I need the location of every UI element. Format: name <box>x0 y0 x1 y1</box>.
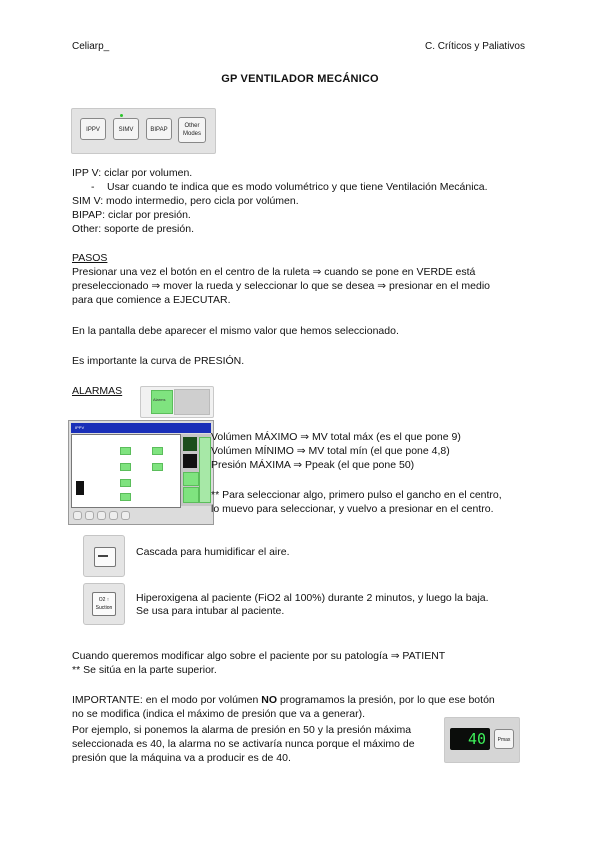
screen-title-bar <box>71 423 211 433</box>
importante-line-3: Por ejemplo, si ponemos la alarma de presión en 50 y la presión máxima <box>72 724 412 736</box>
alarms-panel-label: Alarms <box>153 397 166 402</box>
alarm-note-1: ** Para seleccionar algo, primero pulso el gancho en el centro, <box>211 489 502 501</box>
curve-note: Es importante la curva de PRESIÓN. <box>72 355 245 367</box>
screen-note: En la pantalla debe aparecer el mismo valor que hemos seleccionado. <box>72 325 399 337</box>
page-title: GP VENTILADOR MECÁNICO <box>221 73 379 85</box>
pmax-display-image <box>444 717 520 763</box>
pasos-line-2: preseleccionado ⇒ mover la rueda y seleccionar lo que se desea ⇒ presionar en el medio <box>72 280 490 292</box>
patient-line-2: ** Se sitúa en la parte superior. <box>72 664 217 676</box>
cascade-text: Cascada para humidificar el aire. <box>136 546 290 558</box>
other-modes-button: Other Modes <box>178 117 206 143</box>
alarms-panel-image <box>140 386 214 418</box>
simv-led <box>120 114 123 117</box>
mode-buttons-panel <box>71 108 216 154</box>
ippv-button: IPPV <box>80 118 106 140</box>
ippv-text: IPP V: ciclar por volumen. <box>72 167 193 179</box>
simv-text: SIM V: modo intermedio, pero cicla por volúmen. <box>72 195 299 207</box>
bullet-dash: - <box>91 181 95 193</box>
importante-line-2: no se modifica (indica el máximo de presión que va a generar). <box>72 708 365 720</box>
o2-suction-icon: O2 ↑ Suction <box>83 583 125 625</box>
other-text: Other: soporte de presión. <box>72 223 194 235</box>
patient-line-1: Cuando queremos modificar algo sobre el paciente por su patología ⇒ PATIENT <box>72 650 446 662</box>
alarms-panel-button <box>174 389 210 415</box>
ventilator-screen-image <box>68 420 214 525</box>
o2-text-1: Hiperoxigena al paciente (FiO2 al 100%) durante 2 minutos, y luego la baja. <box>136 592 489 604</box>
pmax-button: Pmax <box>494 729 514 749</box>
o2-text-2: Se usa para intubar al paciente. <box>136 605 285 617</box>
pres-max-text: Presión MÁXIMA ⇒ Ppeak (el que pone 50) <box>211 459 415 471</box>
header-left: Celiarp_ <box>72 41 110 52</box>
vol-max-text: Volúmen MÁXIMO ⇒ MV total máx (es el que pone 9) <box>211 431 461 443</box>
screen-title: IPPV <box>75 425 85 430</box>
ippv-bullet-text: Usar cuando te indica que es modo volumétrico y que tiene Ventilación Mecánica. <box>107 181 488 193</box>
screen-bottom-icons <box>73 511 143 520</box>
cascade-icon <box>83 535 125 577</box>
importante-line-1: IMPORTANTE: en el modo por volúmen NO programamos la presión, por lo que ese botón <box>72 694 495 706</box>
pasos-heading: PASOS <box>72 252 108 264</box>
alarms-green-cell <box>151 390 173 414</box>
pmax-lcd: 40 <box>450 728 490 750</box>
bipap-button: BIPAP <box>146 118 172 140</box>
screen-body <box>71 434 181 508</box>
alarm-note-2: lo muevo para seleccionar, y vuelvo a presionar en el centro. <box>211 503 494 515</box>
importante-line-5: presión que la máquina va a producir es de 40. <box>72 752 291 764</box>
pasos-line-1: Presionar una vez el botón en el centro de la ruleta ⇒ cuando se pone en VERDE está <box>72 266 476 278</box>
importante-line-4: seleccionada es 40, la alarma no se activaría nunca porque el máximo de <box>72 738 415 750</box>
vol-min-text: Volúmen MÍNIMO ⇒ MV total mín (el que pone 4,8) <box>211 445 450 457</box>
simv-button: SIMV <box>113 118 139 140</box>
alarmas-heading: ALARMAS <box>72 385 123 397</box>
header-right: C. Críticos y Paliativos <box>424 41 525 52</box>
screen-side-buttons <box>181 434 211 506</box>
pasos-line-3: para que comience a EJECUTAR. <box>72 294 231 306</box>
bipap-text: BIPAP: ciclar por presión. <box>72 209 191 221</box>
